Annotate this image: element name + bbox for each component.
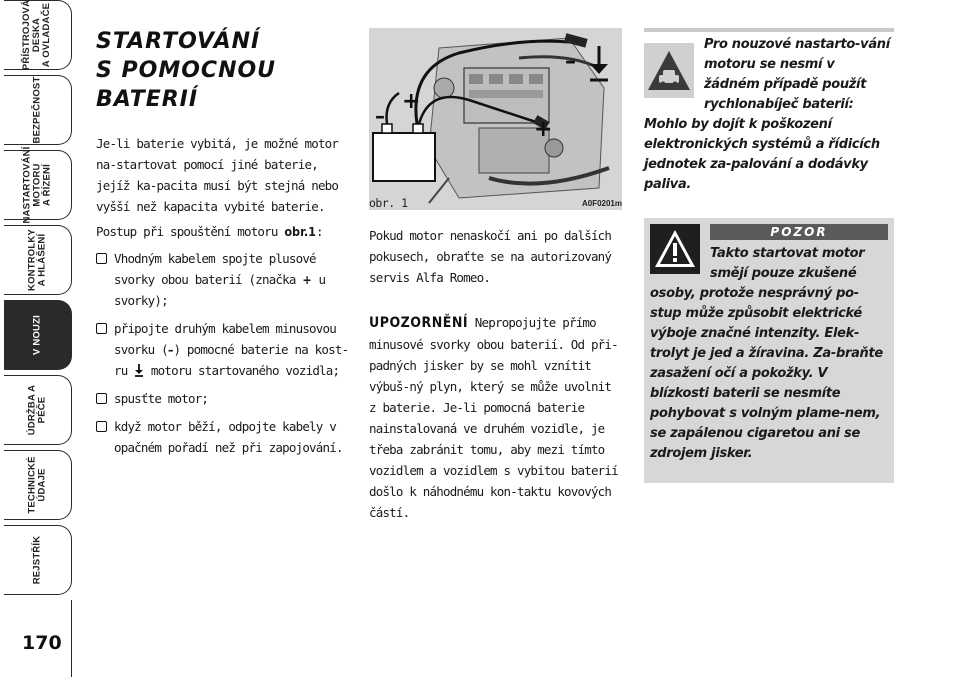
- step-text: u svorky);: [114, 272, 326, 308]
- column-middle: [369, 225, 623, 523]
- warning-heading: UPOZORNĚNÍ: [369, 315, 469, 331]
- minus-sign: –: [167, 342, 174, 357]
- ground-icon: [134, 364, 144, 377]
- failure-note: Pokud motor nenaskočí ani po dalších pokusech, obraťte se na autorizovaný servis Alfa Romeo.: [369, 228, 612, 285]
- procedure-prefix: Postup při spouštění motoru: [96, 224, 285, 239]
- pozor-warning-panel: [644, 218, 894, 483]
- warning-text: Nepropojujte přímo minusové svorky obou baterií. Od při-padných jisker by se mohl vznítit výbuš-ný plyn, který se může uvolnit z baterie. Je-li pomocná baterie nainstalovaná ve druhém vozidle, je třeba zabránit tomu, aby mezi tímto vozidlem a vozidlem s vybitou baterií došlo k náhodnému kon-taktu kovových částí.: [369, 315, 618, 520]
- figure-label: obr. 1: [369, 196, 408, 210]
- figure-reference[interactable]: obr.1: [284, 224, 316, 239]
- list-item: [96, 416, 350, 458]
- minus-label-ground: –: [565, 49, 576, 74]
- intro-paragraph: Je-li baterie vybitá, je možné motor na-startovat pomocí jiné baterie, jejíž ka-pacita musí být stejná nebo vyšší než kapacita vybité baterie.: [96, 136, 339, 214]
- tab-label: NASTARTOVÁNÍ MOTORU A ŘÍZENÍ: [21, 146, 53, 224]
- column-right: [644, 28, 894, 195]
- tab-label: BEZPEČNOST: [31, 76, 43, 144]
- tab-technicke-udaje[interactable]: [4, 450, 72, 520]
- tab-label: TECHNICKÉ ÚDAJE: [26, 456, 48, 514]
- engine-bay-illustration: [369, 28, 622, 210]
- tab-kontrolky[interactable]: [4, 225, 72, 295]
- pozor-badge: POZOR: [710, 224, 888, 240]
- exclamation-warning-icon: [650, 224, 700, 274]
- list-item: [96, 388, 350, 409]
- tab-rejstrik[interactable]: [4, 525, 72, 595]
- tab-label: ÚDRŽBA A PÉČE: [26, 384, 48, 436]
- pozor-text: Takto startovat motor smějí pouze zkušené osoby, protože nesprávný po-stup může způsobit elektrické výboje značné intenzity. Elek-trolyt je jed a žíravina. Za-braňte zasažení očí a pokožky. V blízkosti baterii se nesmíte pohybovat s volným plame-nem, se zapálenou cigaretou ani se zdrojem jisker.: [650, 246, 883, 461]
- step-text: když motor běží, odpojte kabely v opačném pořadí než při zapojování.: [114, 419, 343, 455]
- checkbox-bullet-icon: [96, 421, 107, 432]
- car-battery-warning-icon: [644, 43, 694, 98]
- plus-label-car: +: [534, 117, 553, 142]
- checkbox-bullet-icon: [96, 323, 107, 334]
- title-line: BATERIÍ: [96, 87, 199, 112]
- jump-start-diagram: [369, 28, 622, 210]
- plus-sign: +: [302, 272, 312, 287]
- tab-udrzba[interactable]: [4, 375, 72, 445]
- tab-pristrojova-deska[interactable]: [4, 0, 72, 70]
- tab-bezpecnost[interactable]: [4, 75, 72, 145]
- tab-label: PŘÍSTROJOVÁ DESKA A OVLADAČE: [21, 0, 53, 71]
- step-text: připojte druhým kabelem minusovou svorku (: [114, 321, 336, 357]
- procedure-steps: [96, 248, 350, 458]
- step-text: spusťte motor;: [114, 391, 209, 406]
- minus-label: –: [375, 104, 385, 128]
- procedure-intro: [96, 221, 350, 242]
- tab-nastartovani[interactable]: [4, 146, 72, 224]
- tab-label: V NOUZI: [31, 315, 43, 355]
- step-text: ) pomocné baterie na kost-ru: [114, 342, 349, 378]
- column-left: [96, 133, 350, 465]
- warning-paragraph: [369, 312, 623, 523]
- checkbox-bullet-icon: [96, 253, 107, 264]
- plus-label-battery: +: [402, 89, 421, 114]
- tab-label: REJSTŘÍK: [31, 535, 43, 585]
- charger-note: [644, 32, 894, 195]
- chapter-tab-rail: [0, 0, 75, 677]
- page-title: [96, 27, 346, 114]
- tab-label: KONTROLKY A HLÁŠENÍ: [26, 229, 48, 291]
- figure-caption: [369, 193, 622, 210]
- title-line: S POMOCNOU: [96, 58, 277, 83]
- charger-note-text: Pro nouzové nastarto-vání motoru se nesmí v žádném případě použít rychlonabíječ baterií: Mohlo by dojít k poškození elektronických systémů a řídicích jednotek za-palování a dodávky paliva.: [644, 37, 890, 192]
- step-text: Vhodným kabelem spojte plusové svorky obou baterií (značka: [114, 251, 316, 287]
- list-item: [96, 248, 350, 311]
- procedure-suffix: :: [315, 224, 323, 239]
- title-line: STARTOVÁNÍ: [96, 29, 261, 54]
- step-text: motoru startovaného vozidla;: [144, 363, 340, 378]
- figure-code: A0F0201m: [581, 199, 622, 208]
- tab-v-nouzi[interactable]: [4, 300, 72, 370]
- checkbox-bullet-icon: [96, 393, 107, 404]
- list-item: [96, 318, 350, 381]
- page-number: 170: [22, 632, 62, 654]
